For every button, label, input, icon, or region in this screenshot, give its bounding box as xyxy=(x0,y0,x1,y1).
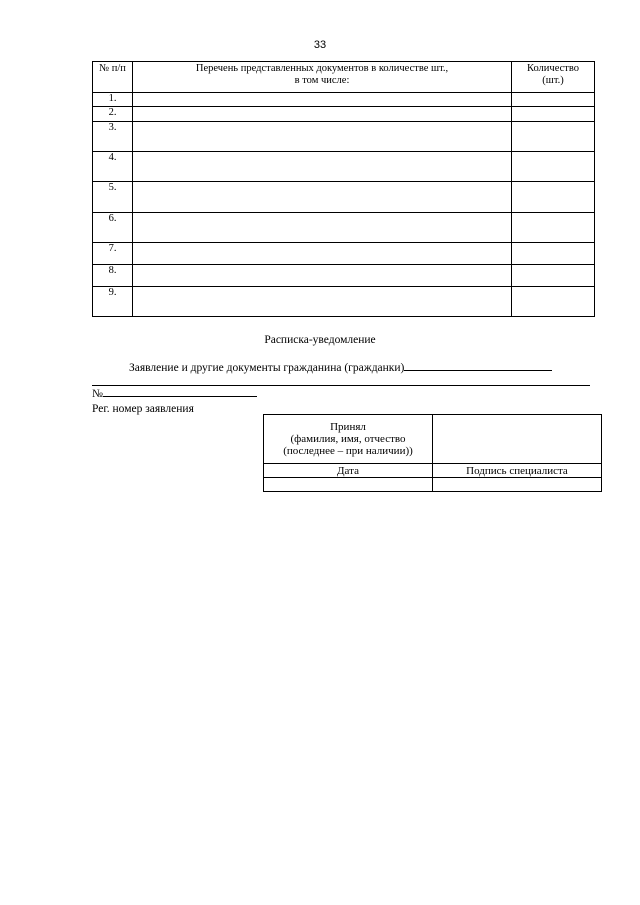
statement-line xyxy=(129,362,552,374)
row-document-cell xyxy=(133,152,512,182)
signature-value-cell xyxy=(433,478,602,492)
header-quantity-line1: Количество xyxy=(526,63,580,74)
header-doc-list-line1: Перечень представленных документов в количестве шт., xyxy=(195,63,449,74)
row-quantity-cell xyxy=(512,93,595,107)
header-quantity xyxy=(512,62,595,93)
row-document-cell xyxy=(133,243,512,265)
accepted-by-cell xyxy=(264,415,433,464)
table-row xyxy=(93,182,595,213)
row-quantity-cell xyxy=(512,287,595,317)
number-line xyxy=(92,388,257,400)
statement-text: Заявление и другие документы гражданина (гражданки) xyxy=(129,362,405,374)
accepted-by-line2: (фамилия, имя, отчество xyxy=(290,433,406,445)
citizen-name-blank xyxy=(404,370,552,371)
row-number: 6. xyxy=(93,213,133,243)
table-row xyxy=(93,122,595,152)
documents-table-header xyxy=(93,62,595,93)
table-row xyxy=(93,93,595,107)
row-document-cell xyxy=(133,122,512,152)
accepted-by-value-cell xyxy=(433,415,602,464)
row-number: 4. xyxy=(93,152,133,182)
table-row xyxy=(93,287,595,317)
row-quantity-cell xyxy=(512,213,595,243)
header-quantity-line2: (шт.) xyxy=(542,75,564,86)
statement-continuation-line xyxy=(92,385,590,386)
row-number: 7. xyxy=(93,243,133,265)
signature-label: Подпись специалиста xyxy=(433,464,602,478)
table-row xyxy=(93,243,595,265)
number-sign: № xyxy=(92,388,103,400)
acceptance-labels-row xyxy=(264,464,602,478)
documents-table xyxy=(92,61,595,317)
acceptance-table xyxy=(263,414,602,492)
row-document-cell xyxy=(133,93,512,107)
row-number: 5. xyxy=(93,182,133,213)
row-quantity-cell xyxy=(512,107,595,122)
row-quantity-cell xyxy=(512,122,595,152)
row-number: 9. xyxy=(93,287,133,317)
row-number: 8. xyxy=(93,265,133,287)
row-document-cell xyxy=(133,107,512,122)
accepted-by-line1: Принял xyxy=(330,421,366,433)
number-blank xyxy=(103,396,257,397)
header-doc-list xyxy=(133,62,512,93)
row-quantity-cell xyxy=(512,152,595,182)
table-row xyxy=(93,213,595,243)
row-quantity-cell xyxy=(512,243,595,265)
row-quantity-cell xyxy=(512,265,595,287)
row-number: 2. xyxy=(93,107,133,122)
row-document-cell xyxy=(133,213,512,243)
row-quantity-cell xyxy=(512,182,595,213)
table-row xyxy=(93,152,595,182)
receipt-title: Расписка-уведомление xyxy=(264,334,376,346)
row-document-cell xyxy=(133,265,512,287)
header-num: № п/п xyxy=(93,62,133,93)
date-label: Дата xyxy=(264,464,433,478)
reg-number-label: Рег. номер заявления xyxy=(92,403,194,415)
header-doc-list-line2: в том числе: xyxy=(294,75,350,86)
row-number: 1. xyxy=(93,93,133,107)
table-row xyxy=(93,265,595,287)
date-value-cell xyxy=(264,478,433,492)
row-number: 3. xyxy=(93,122,133,152)
accepted-by-line3: (последнее – при наличии)) xyxy=(283,445,413,457)
acceptance-values-row xyxy=(264,478,602,492)
row-document-cell xyxy=(133,182,512,213)
row-document-cell xyxy=(133,287,512,317)
page-number: 33 xyxy=(313,39,327,51)
acceptance-row xyxy=(264,415,602,464)
table-row xyxy=(93,107,595,122)
